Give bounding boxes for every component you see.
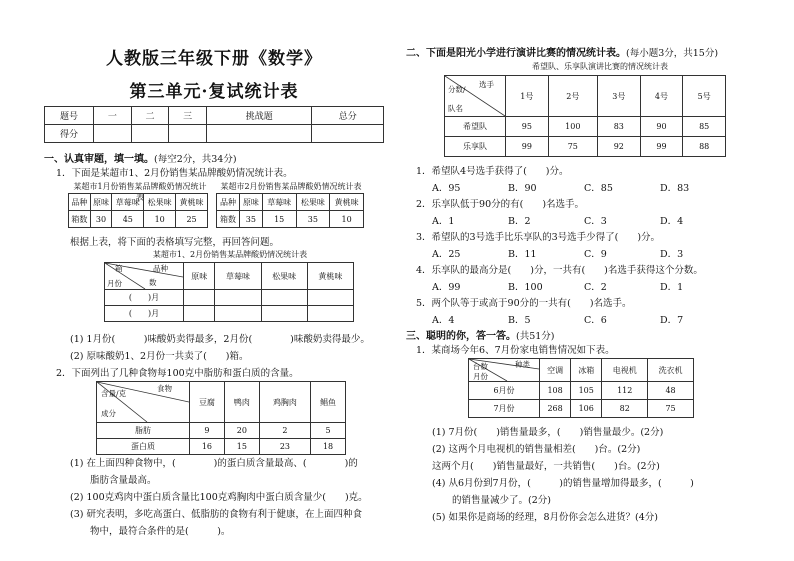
jan-value: 45 [112,211,144,228]
speech-value: 100 [548,117,597,137]
jan-header: 松果味 [144,194,176,211]
score-cell[interactable] [169,125,207,143]
page-subtitle: 第三单元·复试统计表 [129,82,299,102]
blank-cell[interactable] [307,306,353,322]
food-header: 鸭肉 [224,382,259,423]
blank-cell[interactable] [215,306,261,322]
s2-option[interactable]: B．2 [508,216,531,227]
s3-sub4a: (4) 从6月份到7月份，( )的销售量增加得最多，( ) [432,478,694,489]
q1-sub2: (2) 原味酸奶1、2月份一共卖了( )箱。 [70,351,249,362]
section1-heading [44,150,237,165]
section2-note: (每小题3分，共15分) [626,48,719,59]
section3-heading [406,327,555,342]
score-header: 题号 [45,107,94,125]
s2-option[interactable]: D．83 [660,183,690,194]
feb-value: 35 [239,211,262,228]
q2-sub1a: (1) 在上面四种食物中，( )的蛋白质含量最高、( )的 [70,458,358,469]
speech-value: 83 [597,117,640,137]
s2-option[interactable]: A．1 [432,216,455,227]
q2-sub3b: 物中，最符合条件的是( )。 [90,526,231,537]
food-header: 鲳鱼 [311,382,346,423]
page-title: 人教版三年级下册《数学》 [106,49,322,69]
speech-header: 4号 [640,76,683,117]
combined-header: 草莓味 [215,263,261,290]
appliance-header: 空调 [540,359,571,382]
food-value: 23 [259,439,310,455]
feb-value: 10 [330,211,364,228]
s2-question: 5．两个队等于或高于90分的一共有( )名选手。 [416,298,632,309]
corner-label: 箱 [115,264,123,273]
speech-value: 92 [597,137,640,157]
section1-title: 一、认真审题，填一填。 [44,154,154,165]
combined-header: 原味 [184,263,215,290]
appliance-row-label: 7月份 [469,400,540,418]
appliance-header: 洗衣机 [648,359,694,382]
speech-row-label: 希望队 [445,117,506,137]
s3-q1: 1．某商场今年6、7月份家电销售情况如下表。 [416,345,615,356]
blank-cell[interactable] [261,306,307,322]
caption-combined: 某超市1、2月份销售某品牌酸奶情况统计表 [152,250,308,259]
corner-label: 数 [149,278,157,287]
s2-option[interactable]: B．100 [508,282,543,293]
food-row-label: 脂肪 [97,423,190,439]
corner-label: 月份 [107,279,122,288]
corner-label: 成分 [101,409,116,418]
score-cell[interactable] [94,125,132,143]
corner-label: 食物 [157,384,172,393]
s2-question: 1．希望队4号选手获得了( )分。 [416,166,569,177]
score-header-row [45,107,384,125]
header [44,44,384,102]
score-cell[interactable] [131,125,169,143]
jan-value: 25 [176,211,208,228]
s2-option[interactable]: A．95 [432,183,461,194]
s2-option[interactable]: A．25 [432,249,461,260]
appliance-corner-cell [469,359,540,382]
blank-cell[interactable] [307,290,353,306]
speech-value: 90 [640,117,683,137]
s2-option[interactable]: C．3 [584,216,607,227]
score-cell[interactable] [207,125,312,143]
speech-value: 99 [506,137,549,157]
q2-sub3a: (3) 研究表明，多吃高蛋白、低脂肪的食物有利于健康，在上面四种食 [70,509,362,520]
section3-note: (共51分) [516,331,555,342]
section2-caption: 希望队、乐享队演讲比赛的情况统计表 [532,62,668,71]
feb-header: 品种 [217,194,240,211]
caption-feb: 某超市2月份销售某品牌酸奶情况统计表 [220,182,362,191]
s2-option[interactable]: D．4 [660,216,684,227]
speech-table [444,75,726,157]
corner-label: 月份 [473,372,488,381]
s2-option[interactable]: C．9 [584,249,607,260]
corner-label: 含量/克 [101,389,127,398]
s2-option[interactable]: C．2 [584,282,607,293]
food-header: 豆腐 [190,382,225,423]
section2-heading [406,44,718,59]
s3-sub2: (2) 这两个月电视机的销售量相差( )台。(2分) [432,444,641,455]
food-table [96,381,346,455]
s2-question: 2．乐享队低于90分的有( )名选手。 [416,199,585,210]
feb-header: 草莓味 [262,194,296,211]
jan-header: 品种 [69,194,91,211]
jan-table [68,193,208,228]
corner-label: 选手 [479,80,494,89]
q1-text: 1．下面是某超市1、2月份销售某品牌酸奶情况统计表。 [56,168,293,179]
q2-text: 2．下面列出了几种食物每100克中脂肪和蛋白质的含量。 [56,368,299,379]
food-value: 15 [224,439,259,455]
q2-sub2: (2) 100克鸡肉中蛋白质含量比100克鸡胸肉中蛋白质含量少( )克。 [70,492,368,503]
q1-instruction: 根据上表，将下面的表格填写完整，再回答问题。 [70,237,280,248]
food-value: 9 [190,423,225,439]
jan-header: 黄桃味 [176,194,208,211]
appliance-value: 268 [540,400,571,418]
section3-title: 三、聪明的你，答一答。 [406,331,516,342]
combined-table [104,262,354,322]
s2-question: 3．希望队的3号选手比乐享队的3号选手少得了( )分。 [416,232,661,243]
caption-jan: 某超市1月份销售某品牌酸奶情况统计表 [73,182,207,202]
corner-label: 品种 [153,264,168,273]
score-header: 总分 [312,107,384,125]
jan-value: 10 [144,211,176,228]
s2-option[interactable]: B．11 [508,249,537,260]
s2-option[interactable]: B．5 [508,315,531,326]
score-row-label: 得分 [45,125,94,143]
s2-option[interactable]: D．1 [660,282,684,293]
section1-note: (每空2分，共34分) [154,154,237,165]
feb-table [216,193,364,228]
appliance-value: 106 [571,400,602,418]
score-header: 挑战题 [207,107,312,125]
jan-header: 草莓味 [112,194,144,211]
food-value: 16 [190,439,225,455]
speech-value: 85 [683,117,726,137]
blank-cell[interactable] [215,290,261,306]
score-header: 二 [131,107,169,125]
speech-value: 75 [548,137,597,157]
s3-sub1: (1) 7月份( )销售量最多，( )销售量最少。(2分) [432,427,664,438]
speech-corner-cell [445,76,506,117]
combined-header: 松果味 [261,263,307,290]
appliance-row-label: 6月份 [469,382,540,400]
appliance-header: 电视机 [602,359,648,382]
appliance-value: 112 [602,382,648,400]
appliance-value: 105 [571,382,602,400]
corner-label: 台数 [473,362,488,371]
combined-row-label[interactable]: ( )月 [105,306,184,322]
s2-option[interactable]: C．6 [584,315,607,326]
s2-option[interactable]: C．85 [584,183,613,194]
speech-value: 95 [506,117,549,137]
appliance-header: 冰箱 [571,359,602,382]
speech-header: 1号 [506,76,549,117]
s2-question: 4．乐享队的最高分是( )分，一共有( )名选手获得这个分数。 [416,265,703,276]
blank-cell[interactable] [184,290,215,306]
feb-value: 15 [262,211,296,228]
corner-label: 队名 [448,104,463,113]
s3-sub4b: 的销售量减少了。(2分) [452,495,551,506]
food-value: 20 [224,423,259,439]
s3-sub5: (5) 如果你是商场的经理，8月份你会怎么进货？(4分) [432,512,658,523]
corner-label: 种类 [515,360,530,369]
section2-title: 二、下面是阳光小学进行演讲比赛的情况统计表。 [406,48,626,59]
speech-row-label: 乐享队 [445,137,506,157]
food-value: 2 [259,423,310,439]
s2-option[interactable]: A．4 [432,315,455,326]
feb-row-label: 箱数 [217,211,240,228]
feb-header: 松果味 [296,194,330,211]
score-table [44,106,384,143]
corner-label: 分数/ [448,85,466,94]
score-header: 一 [94,107,132,125]
food-header: 鸡胸肉 [259,382,310,423]
score-cell[interactable] [312,125,384,143]
jan-row-label: 箱数 [69,211,91,228]
food-value: 5 [311,423,346,439]
speech-value: 88 [683,137,726,157]
score-header: 三 [169,107,207,125]
jan-header: 原味 [90,194,112,211]
score-row [45,125,384,143]
s2-option[interactable]: B．90 [508,183,537,194]
blank-cell[interactable] [184,306,215,322]
feb-value: 35 [296,211,330,228]
blank-cell[interactable] [261,290,307,306]
appliance-value: 48 [648,382,694,400]
appliance-table [468,358,694,418]
speech-value: 99 [640,137,683,157]
s2-option[interactable]: D．3 [660,249,684,260]
s2-option[interactable]: A．99 [432,282,461,293]
appliance-value: 108 [540,382,571,400]
feb-header: 黄桃味 [330,194,364,211]
food-row-label: 蛋白质 [97,439,190,455]
combined-row-label[interactable]: ( )月 [105,290,184,306]
s3-sub3: 这两个月( )销售量最好，一共销售( )台。(2分) [432,461,660,472]
q1-sub1: (1) 1月份( )味酸奶卖得最多，2月份( )味酸奶卖得最少。 [70,334,370,345]
speech-header: 2号 [548,76,597,117]
food-value: 18 [311,439,346,455]
feb-header: 原味 [239,194,262,211]
combined-header: 黄桃味 [307,263,353,290]
appliance-value: 75 [648,400,694,418]
s2-option[interactable]: D．7 [660,315,684,326]
q2-sub1b: 脂肪含量最高。 [90,475,157,486]
jan-value: 30 [90,211,112,228]
food-corner-cell [97,382,190,423]
appliance-value: 82 [602,400,648,418]
speech-header: 3号 [597,76,640,117]
speech-header: 5号 [683,76,726,117]
combined-corner-cell [105,263,184,290]
